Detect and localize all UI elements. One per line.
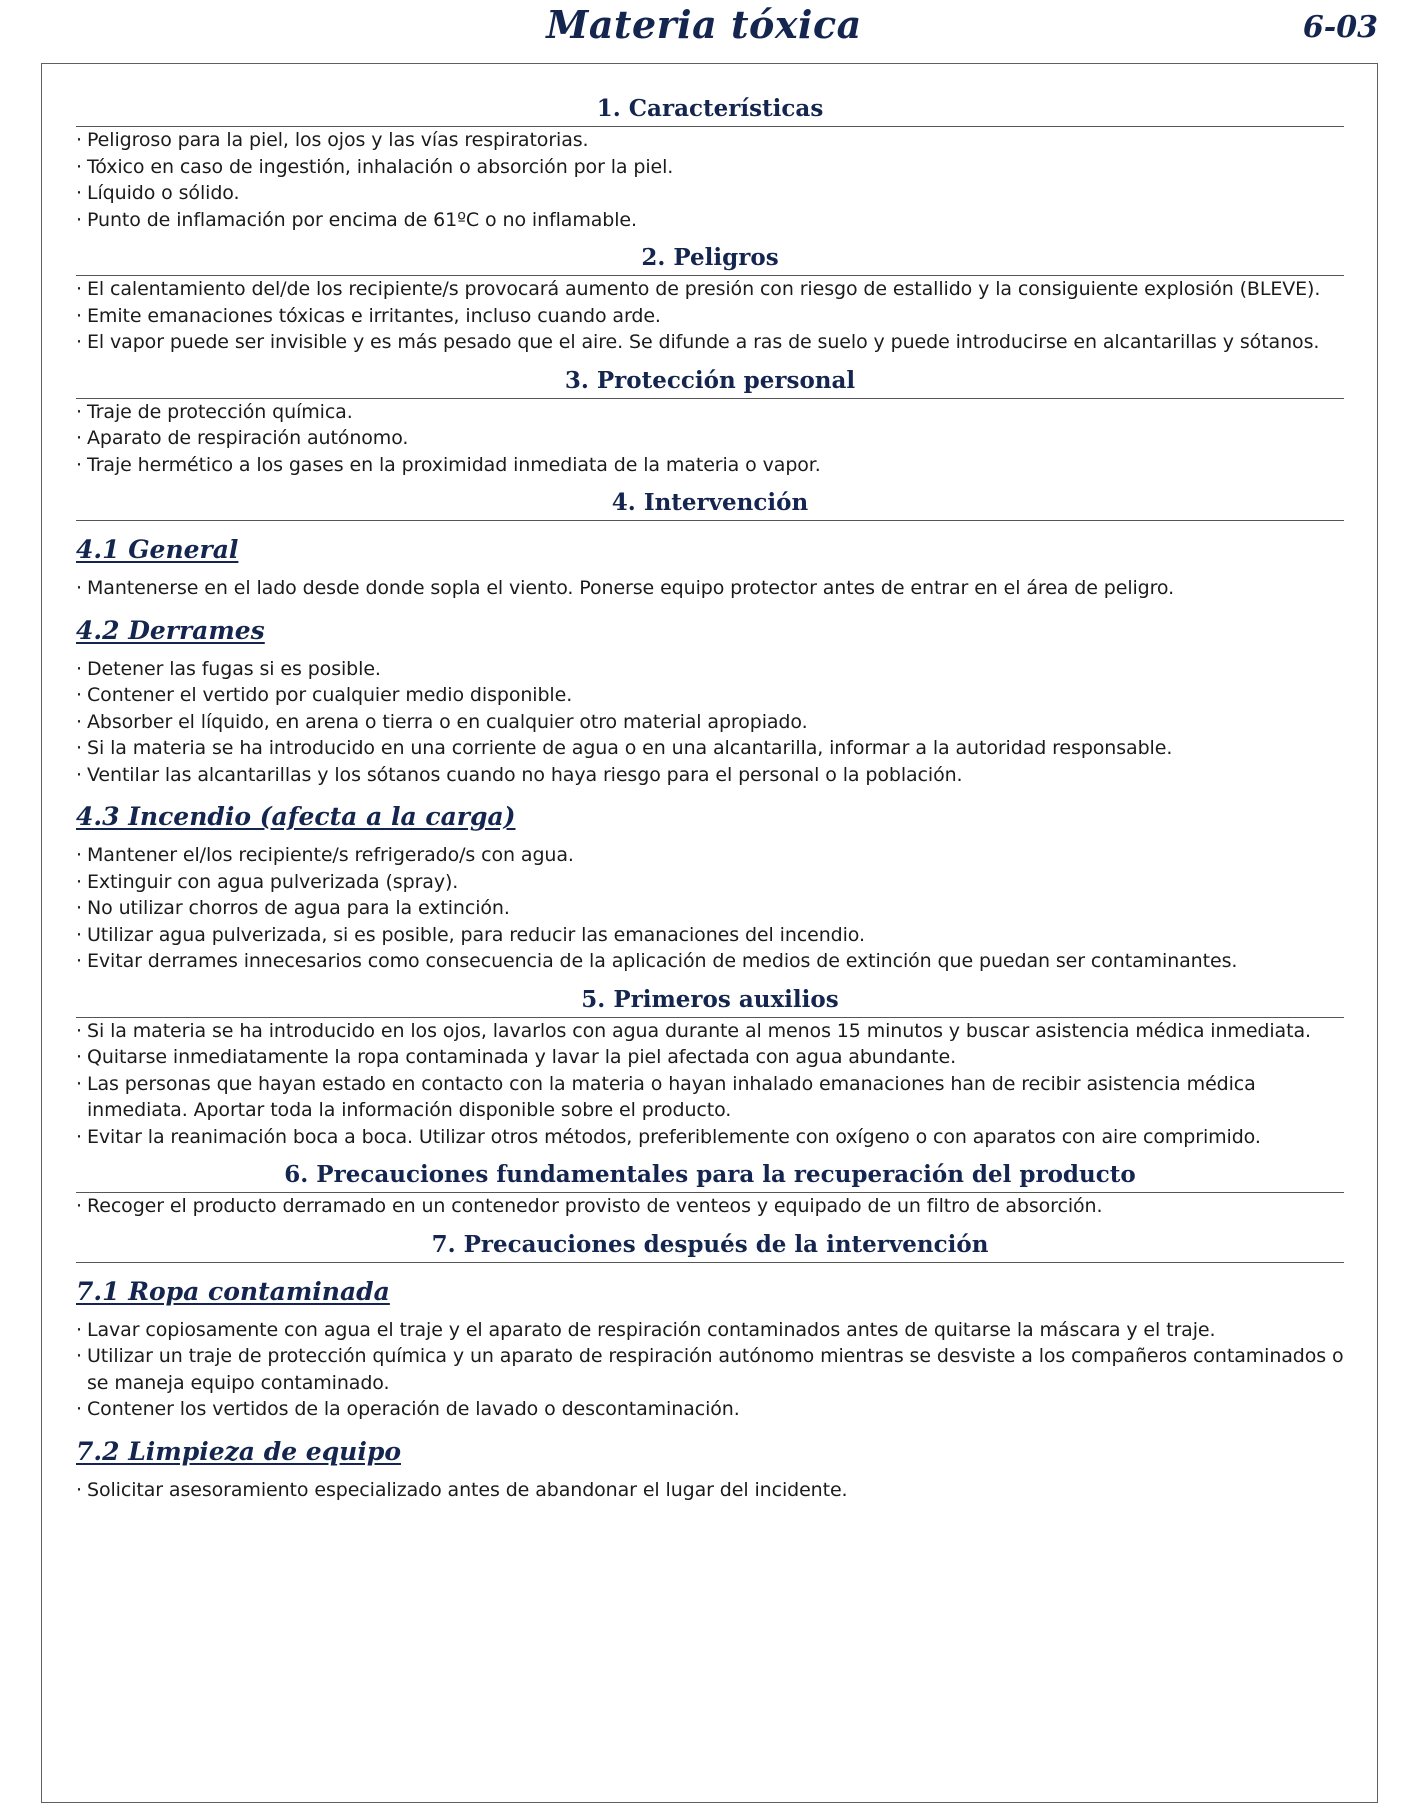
document-code: 6-03 (1302, 10, 1378, 45)
bullet-list (76, 1477, 1344, 1504)
bullet-list (76, 575, 1344, 602)
bullet-list (76, 1193, 1344, 1220)
section-title: 5. Primeros auxilios (76, 985, 1344, 1018)
bullet-list (76, 127, 1344, 233)
bullet-list (76, 656, 1344, 789)
list-item: · Líquido o sólido. (76, 180, 1344, 207)
subsection-title: 7.1 Ropa contaminada (76, 1276, 390, 1306)
list-item: · Ventilar las alcantarillas y los sótanos cuando no haya riesgo para el personal o la población. (76, 762, 1344, 789)
subsection-title: 4.2 Derrames (76, 615, 265, 645)
list-item: · Contener el vertido por cualquier medio disponible. (76, 682, 1344, 709)
list-item: · Detener las fugas si es posible. (76, 656, 1344, 683)
list-item: · Aparato de respiración autónomo. (76, 425, 1344, 452)
list-item: · Emite emanaciones tóxicas e irritantes, incluso cuando arde. (76, 303, 1344, 330)
list-item: · Utilizar un traje de protección química y un aparato de respiración autónomo mientras se desviste a los compañeros contaminados o se maneja equipo contaminado. (76, 1343, 1344, 1396)
section-title: 1. Características (76, 94, 1344, 127)
bullet-list (76, 1018, 1344, 1151)
section-title: 3. Protección personal (76, 366, 1344, 399)
list-item: · Contener los vertidos de la operación de lavado o descontaminación. (76, 1396, 1344, 1423)
list-item: · Traje hermético a los gases en la proximidad inmediata de la materia o vapor. (76, 452, 1344, 479)
list-item: · Mantener el/los recipiente/s refrigerado/s con agua. (76, 842, 1344, 869)
list-item: · Solicitar asesoramiento especializado antes de abandonar el lugar del incidente. (76, 1477, 1344, 1504)
list-item: · Mantenerse en el lado desde donde sopla el viento. Ponerse equipo protector antes de entrar en el área de peligro. (76, 575, 1344, 602)
subsection-title: 4.3 Incendio (afecta a la carga) (76, 802, 516, 831)
section-title: 6. Precauciones fundamentales para la recuperación del producto (76, 1160, 1344, 1193)
list-item: · Lavar copiosamente con agua el traje y el aparato de respiración contaminados antes de quitarse la máscara y el traje. (76, 1317, 1344, 1344)
list-item: · Extinguir con agua pulverizada (spray). (76, 869, 1344, 896)
list-item: · Peligroso para la piel, los ojos y las vías respiratorias. (76, 127, 1344, 154)
bullet-list (76, 842, 1344, 975)
list-item: · Absorber el líquido, en arena o tierra o en cualquier otro material apropiado. (76, 709, 1344, 736)
list-item: · Las personas que hayan estado en contacto con la materia o hayan inhalado emanaciones han de recibir asistencia médica inmediata. Aportar toda la información disponible sobre el producto. (76, 1071, 1344, 1124)
section-title: 7. Precauciones después de la intervención (76, 1230, 1344, 1263)
subsection-title: 7.2 Limpieza de equipo (76, 1436, 402, 1466)
list-item: · Quitarse inmediatamente la ropa contaminada y lavar la piel afectada con agua abundante. (76, 1044, 1344, 1071)
list-item: · El calentamiento del/de los recipiente/s provocará aumento de presión con riesgo de estallido y la consiguiente explosión (BLEVE). (76, 276, 1344, 303)
list-item: · Traje de protección química. (76, 399, 1344, 426)
list-item: · Evitar la reanimación boca a boca. Utilizar otros métodos, preferiblemente con oxígeno o con aparatos con aire comprimido. (76, 1124, 1344, 1151)
bullet-list (76, 276, 1344, 356)
list-item: · No utilizar chorros de agua para la extinción. (76, 895, 1344, 922)
list-item: · Punto de inflamación por encima de 61ºC o no inflamable. (76, 207, 1344, 234)
list-item: · Si la materia se ha introducido en una corriente de agua o en una alcantarilla, informar a la autoridad responsable. (76, 735, 1344, 762)
section-title: 2. Peligros (76, 243, 1344, 276)
list-item: · Tóxico en caso de ingestión, inhalación o absorción por la piel. (76, 154, 1344, 181)
document-body (76, 94, 1344, 1503)
section-title: 4. Intervención (76, 488, 1344, 521)
subsection-title: 4.1 General (76, 535, 239, 564)
bullet-list (76, 1317, 1344, 1423)
list-item: · Utilizar agua pulverizada, si es posible, para reducir las emanaciones del incendio. (76, 922, 1344, 949)
list-item: · El vapor puede ser invisible y es más pesado que el aire. Se difunde a ras de suelo y puede introducirse en alcantarillas y sótanos. (76, 329, 1344, 356)
list-item: · Evitar derrames innecesarios como consecuencia de la aplicación de medios de extinción que puedan ser contaminantes. (76, 948, 1344, 975)
list-item: · Si la materia se ha introducido en los ojos, lavarlos con agua durante al menos 15 minutos y buscar asistencia médica inmediata. (76, 1018, 1344, 1045)
bullet-list (76, 399, 1344, 479)
list-item: · Recoger el producto derramado en un contenedor provisto de venteos y equipado de un filtro de absorción. (76, 1193, 1344, 1220)
document-title: Materia tóxica (546, 2, 862, 47)
